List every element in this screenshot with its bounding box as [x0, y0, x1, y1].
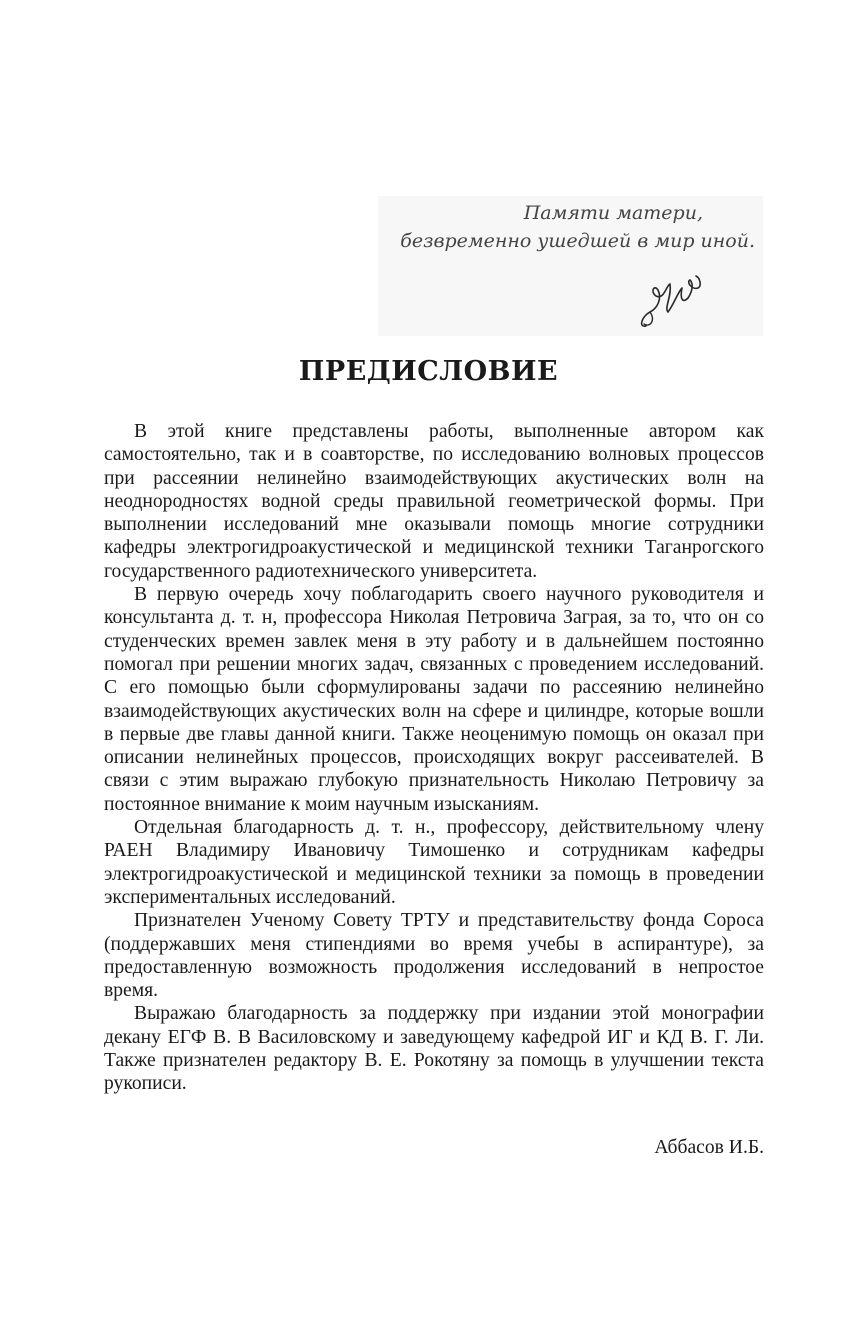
- page-title: ПРЕДИСЛОВИЕ: [298, 356, 559, 387]
- paragraph: Отдельная благодарность д. т. н., профессору, действительному члену РАЕН Владимиру Ивановичу Тимошенко и сотрудникам кафедры электрогидроакустической и медицинской техники за помощь в проведении экспериментальных исследований.: [104, 817, 764, 908]
- dedication-line-2: безвременно ушедшей в мир иной.: [400, 230, 755, 252]
- dedication-line-1: Памяти матери,: [523, 202, 703, 224]
- signature-image: [636, 268, 706, 330]
- paragraph: В первую очередь хочу поблагодарить своего научного руководителя и консультанта д. т. н, профессора Николая Петровича Заграя, за то, что он со студенческих времен завлек меня в эту работу и в дальнейшем постоянно помогал при решении многих задач, связанных с проведением исследований. С его помощью были сформулированы задачи по рассеянию нелинейно взаимодействующих акустических волн на сфере и цилиндре, которые вошли в первые две главы данной книги. Также неоценимую помощь он оказал при описании нелинейных процессов, происходящих вокруг рассеивателей. В связи с этим выражаю глубокую признательность Николаю Петровичу за постоянное внимание к моим научным изысканиям.: [104, 584, 764, 815]
- paragraph: В этой книге представлены работы, выполненные автором как самостоятельно, так и в соавторстве, по исследованию волновых процессов при рассеянии нелинейно взаимодействующих акустических волн на неоднородностях водной среды правильной геометрической формы. При выполнении исследований мне оказывали помощь многие сотрудники кафедры электрогидроакустической и медицинской техники Таганрогского государственного радиотехнического университета.: [104, 421, 764, 582]
- author-signature-text: Аббасов И.Б.: [654, 1137, 764, 1158]
- dedication-block: [378, 196, 763, 336]
- paragraph: Признателен Ученому Совету ТРТУ и представительству фонда Сороса (поддержавших меня стипендиями во время учебы в аспирантуре), за предоставленную возможность продолжения исследований в непростое время.: [104, 910, 764, 1002]
- preface-body: [104, 420, 764, 1096]
- paragraph: Выражаю благодарность за поддержку при издании этой монографии декану ЕГФ В. В Василовскому и заведующему кафедрой ИГ и КД В. Г. Ли. Также признателен редактору В. Е. Рокотяну за помощь в улучшении текста рукописи.: [104, 1003, 764, 1095]
